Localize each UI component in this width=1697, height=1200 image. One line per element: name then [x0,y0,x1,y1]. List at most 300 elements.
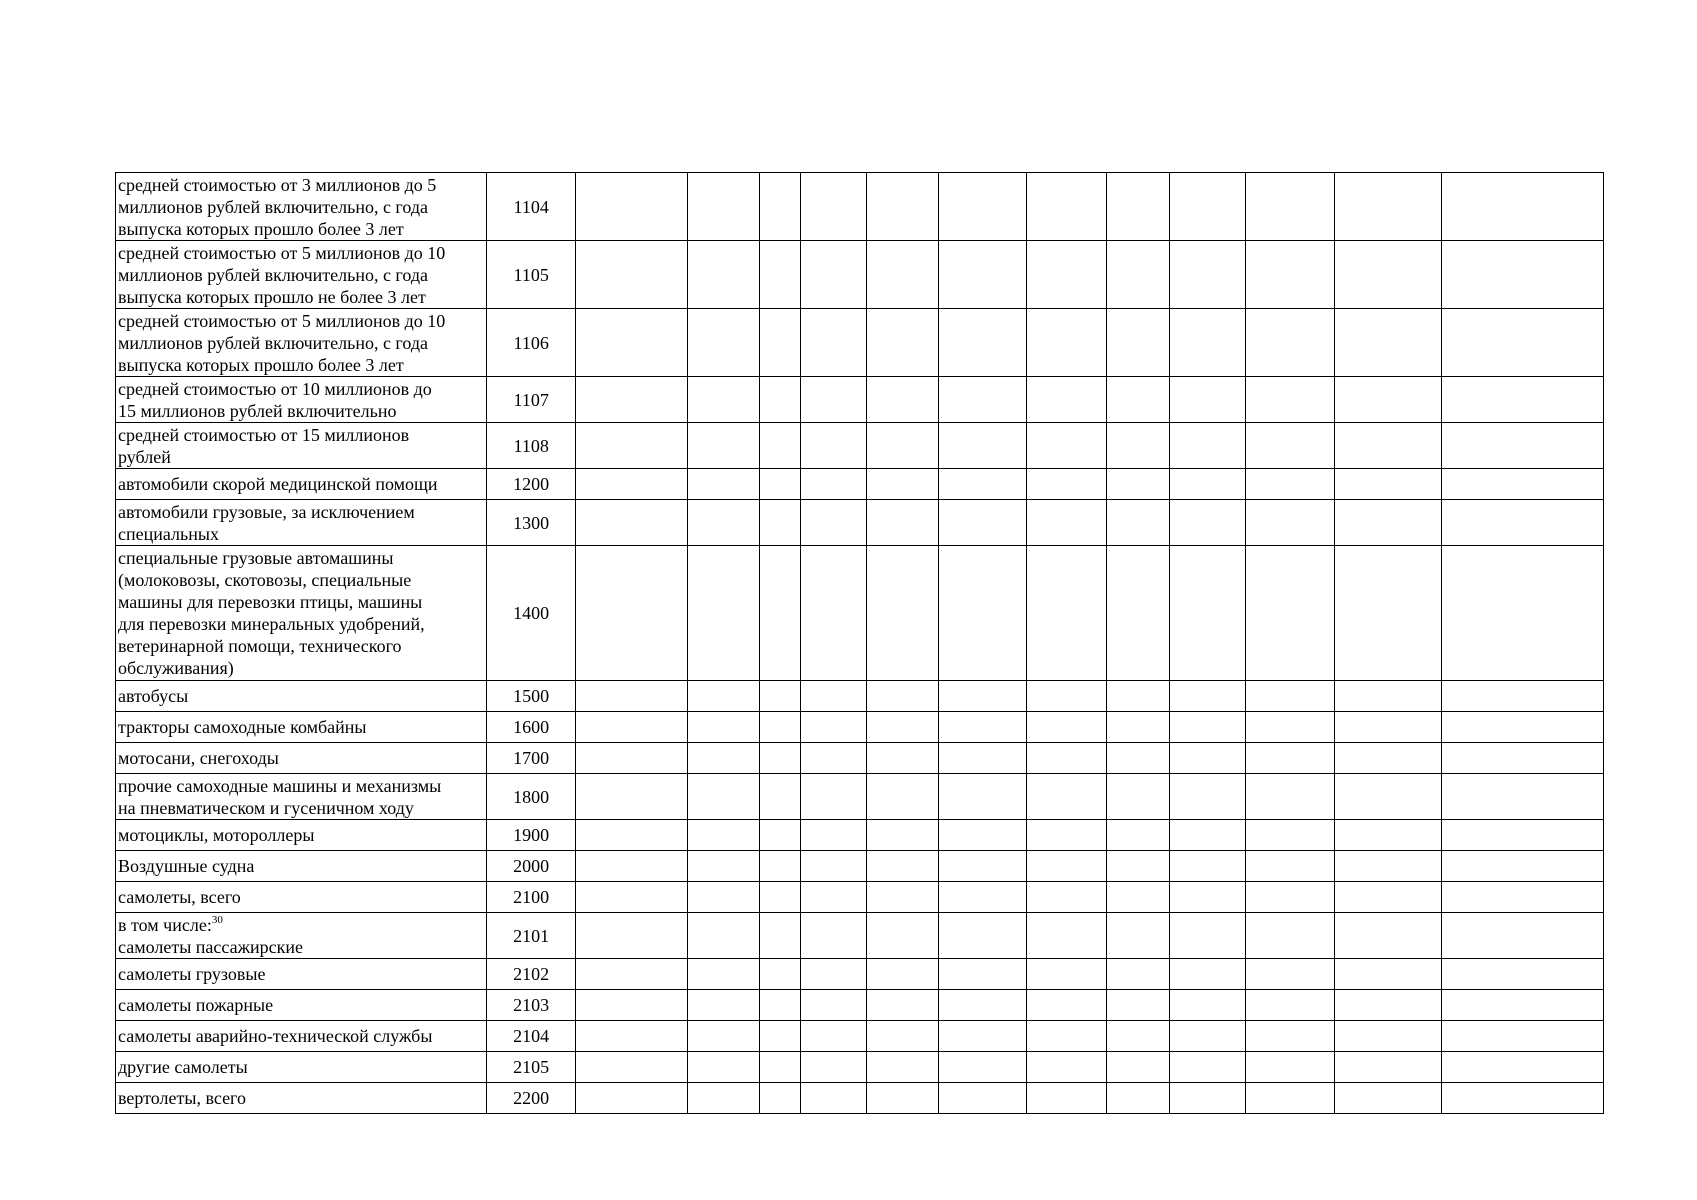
empty-cell[interactable] [1026,500,1106,546]
empty-cell[interactable] [1335,1021,1442,1052]
empty-cell[interactable] [1026,913,1106,959]
empty-cell[interactable] [866,241,938,309]
empty-cell[interactable] [939,743,1027,774]
row-label: автомобили грузовые, за исключением специальных [116,500,487,546]
row-code: 1300 [487,500,576,546]
empty-cell[interactable] [1026,377,1106,423]
empty-cell[interactable] [760,913,800,959]
empty-cell[interactable] [1246,1083,1335,1114]
empty-cell[interactable] [687,241,759,309]
empty-cell[interactable] [866,309,938,377]
empty-cell[interactable] [1246,913,1335,959]
empty-cell[interactable] [1246,546,1335,681]
empty-cell[interactable] [576,990,688,1021]
empty-cell[interactable] [576,423,688,469]
empty-cell[interactable] [1026,1052,1106,1083]
empty-cell[interactable] [866,990,938,1021]
empty-cell[interactable] [576,469,688,500]
row-code: 2100 [487,882,576,913]
empty-cell[interactable] [1335,913,1442,959]
empty-cell[interactable] [939,913,1027,959]
empty-cell[interactable] [866,712,938,743]
row-label-line: в том числе: [118,914,212,935]
empty-cell[interactable] [1441,377,1603,423]
empty-cell[interactable] [1335,882,1442,913]
empty-cell[interactable] [760,377,800,423]
row-code: 1700 [487,743,576,774]
empty-cell[interactable] [1441,774,1603,820]
empty-cell[interactable] [1106,851,1169,882]
row-code: 1107 [487,377,576,423]
empty-cell[interactable] [866,774,938,820]
empty-cell[interactable] [866,681,938,712]
empty-cell[interactable] [576,377,688,423]
empty-cell[interactable] [800,990,866,1021]
empty-cell[interactable] [800,173,866,241]
empty-cell[interactable] [1335,546,1442,681]
empty-cell[interactable] [1026,309,1106,377]
empty-cell[interactable] [1169,1052,1246,1083]
empty-cell[interactable] [1169,1021,1246,1052]
empty-cell[interactable] [1169,712,1246,743]
empty-cell[interactable] [760,851,800,882]
row-label: специальные грузовые автомашины (молоковозы, скотовозы, специальные машины для перевозки птицы, машины для перевозки минеральных удобрений, ветеринарной помощи, технического обслуживания) [116,546,487,681]
empty-cell[interactable] [1169,173,1246,241]
empty-cell[interactable] [1106,173,1169,241]
empty-cell[interactable] [1246,173,1335,241]
empty-cell[interactable] [1169,990,1246,1021]
empty-cell[interactable] [939,959,1027,990]
table-row [116,423,1604,469]
row-code: 1600 [487,712,576,743]
empty-cell[interactable] [760,743,800,774]
empty-cell[interactable] [687,913,759,959]
empty-cell[interactable] [687,990,759,1021]
row-code: 2103 [487,990,576,1021]
empty-cell[interactable] [576,241,688,309]
empty-cell[interactable] [760,469,800,500]
empty-cell[interactable] [1106,990,1169,1021]
empty-cell[interactable] [1441,820,1603,851]
empty-cell[interactable] [800,1052,866,1083]
empty-cell[interactable] [939,851,1027,882]
empty-cell[interactable] [1106,1052,1169,1083]
empty-cell[interactable] [1026,851,1106,882]
empty-cell[interactable] [760,959,800,990]
empty-cell[interactable] [1441,546,1603,681]
empty-cell[interactable] [800,882,866,913]
empty-cell[interactable] [800,774,866,820]
empty-cell[interactable] [1246,990,1335,1021]
empty-cell[interactable] [800,500,866,546]
empty-cell[interactable] [687,712,759,743]
empty-cell[interactable] [1246,851,1335,882]
empty-cell[interactable] [1335,712,1442,743]
empty-cell[interactable] [1441,309,1603,377]
empty-cell[interactable] [687,423,759,469]
empty-cell[interactable] [687,309,759,377]
empty-cell[interactable] [1335,1083,1442,1114]
empty-cell[interactable] [687,500,759,546]
empty-cell[interactable] [939,469,1027,500]
table-row [116,820,1604,851]
empty-cell[interactable] [1026,423,1106,469]
empty-cell[interactable] [760,546,800,681]
empty-cell[interactable] [760,820,800,851]
empty-cell[interactable] [1441,959,1603,990]
empty-cell[interactable] [1246,377,1335,423]
empty-cell[interactable] [800,546,866,681]
empty-cell[interactable] [939,546,1027,681]
row-code: 1900 [487,820,576,851]
empty-cell[interactable] [866,820,938,851]
table-row [116,377,1604,423]
empty-cell[interactable] [939,377,1027,423]
empty-cell[interactable] [1106,546,1169,681]
empty-cell[interactable] [576,500,688,546]
empty-cell[interactable] [800,959,866,990]
empty-cell[interactable] [1106,309,1169,377]
empty-cell[interactable] [1026,959,1106,990]
empty-cell[interactable] [1441,1052,1603,1083]
empty-cell[interactable] [760,173,800,241]
row-label: вертолеты, всего [116,1083,487,1114]
empty-cell[interactable] [866,959,938,990]
table-row [116,1083,1604,1114]
empty-cell[interactable] [800,681,866,712]
empty-cell[interactable] [576,959,688,990]
empty-cell[interactable] [1169,882,1246,913]
empty-cell[interactable] [1441,173,1603,241]
empty-cell[interactable] [1441,423,1603,469]
empty-cell[interactable] [1246,469,1335,500]
empty-cell[interactable] [1169,959,1246,990]
empty-cell[interactable] [939,309,1027,377]
empty-cell[interactable] [939,173,1027,241]
empty-cell[interactable] [1441,681,1603,712]
empty-cell[interactable] [866,546,938,681]
row-label: Воздушные судна [116,851,487,882]
empty-cell[interactable] [939,681,1027,712]
row-label: средней стоимостью от 5 миллионов до 10 миллионов рублей включительно, с года выпуска которых прошло не более 3 лет [116,241,487,309]
empty-cell[interactable] [760,241,800,309]
empty-cell[interactable] [687,774,759,820]
empty-cell[interactable] [1106,774,1169,820]
empty-cell[interactable] [1106,500,1169,546]
empty-cell[interactable] [1441,241,1603,309]
empty-cell[interactable] [1106,377,1169,423]
empty-cell[interactable] [1026,990,1106,1021]
empty-cell[interactable] [760,681,800,712]
empty-cell[interactable] [866,469,938,500]
empty-cell[interactable] [1246,743,1335,774]
empty-cell[interactable] [1026,173,1106,241]
empty-cell[interactable] [1026,743,1106,774]
empty-cell[interactable] [687,1083,759,1114]
empty-cell[interactable] [1106,681,1169,712]
empty-cell[interactable] [1335,851,1442,882]
empty-cell[interactable] [1169,774,1246,820]
empty-cell[interactable] [576,743,688,774]
empty-cell[interactable] [1169,913,1246,959]
vehicle-table [115,172,1604,1114]
empty-cell[interactable] [1441,882,1603,913]
table-row [116,500,1604,546]
empty-cell[interactable] [939,1052,1027,1083]
empty-cell[interactable] [1335,681,1442,712]
empty-cell[interactable] [866,743,938,774]
empty-cell[interactable] [1169,546,1246,681]
empty-cell[interactable] [687,743,759,774]
empty-cell[interactable] [687,820,759,851]
empty-cell[interactable] [1026,1021,1106,1052]
empty-cell[interactable] [1026,681,1106,712]
empty-cell[interactable] [576,712,688,743]
empty-cell[interactable] [866,423,938,469]
empty-cell[interactable] [1441,1021,1603,1052]
empty-cell[interactable] [1106,469,1169,500]
empty-cell[interactable] [800,1083,866,1114]
table-row [116,173,1604,241]
empty-cell[interactable] [576,882,688,913]
table-row [116,241,1604,309]
empty-cell[interactable] [1026,241,1106,309]
empty-cell[interactable] [800,309,866,377]
empty-cell[interactable] [939,1083,1027,1114]
table-row [116,851,1604,882]
empty-cell[interactable] [1106,423,1169,469]
empty-cell[interactable] [1335,309,1442,377]
empty-cell[interactable] [1246,1021,1335,1052]
empty-cell[interactable] [1169,241,1246,309]
empty-cell[interactable] [1441,743,1603,774]
empty-cell[interactable] [1106,959,1169,990]
table-body [116,173,1604,1114]
row-code: 1400 [487,546,576,681]
empty-cell[interactable] [760,309,800,377]
empty-cell[interactable] [1335,990,1442,1021]
empty-cell[interactable] [1246,712,1335,743]
empty-cell[interactable] [866,173,938,241]
empty-cell[interactable] [1441,500,1603,546]
empty-cell[interactable] [800,423,866,469]
empty-cell[interactable] [800,712,866,743]
empty-cell[interactable] [939,882,1027,913]
empty-cell[interactable] [687,1052,759,1083]
empty-cell[interactable] [1441,913,1603,959]
empty-cell[interactable] [576,1083,688,1114]
empty-cell[interactable] [800,377,866,423]
empty-cell[interactable] [1246,241,1335,309]
empty-cell[interactable] [1246,309,1335,377]
empty-cell[interactable] [1246,1052,1335,1083]
empty-cell[interactable] [866,1052,938,1083]
table-row [116,309,1604,377]
empty-cell[interactable] [1335,1052,1442,1083]
empty-cell[interactable] [866,882,938,913]
table-row [116,469,1604,500]
empty-cell[interactable] [1169,309,1246,377]
empty-cell[interactable] [939,990,1027,1021]
empty-cell[interactable] [800,913,866,959]
empty-cell[interactable] [1026,469,1106,500]
empty-cell[interactable] [1441,990,1603,1021]
empty-cell[interactable] [1106,1083,1169,1114]
empty-cell[interactable] [687,851,759,882]
empty-cell[interactable] [1169,1083,1246,1114]
empty-cell[interactable] [687,377,759,423]
empty-cell[interactable] [866,851,938,882]
table-row [116,712,1604,743]
empty-cell[interactable] [1106,1021,1169,1052]
row-label-line: самолеты пассажирские [118,936,304,957]
row-label: другие самолеты [116,1052,487,1083]
empty-cell[interactable] [1441,1083,1603,1114]
empty-cell[interactable] [939,500,1027,546]
empty-cell[interactable] [760,882,800,913]
empty-cell[interactable] [939,1021,1027,1052]
empty-cell[interactable] [800,469,866,500]
empty-cell[interactable] [866,1021,938,1052]
empty-cell[interactable] [1026,546,1106,681]
empty-cell[interactable] [760,423,800,469]
empty-cell[interactable] [800,241,866,309]
row-label: прочие самоходные машины и механизмы на пневматическом и гусеничном ходу [116,774,487,820]
empty-cell[interactable] [1441,469,1603,500]
empty-cell[interactable] [576,681,688,712]
empty-cell[interactable] [1335,959,1442,990]
empty-cell[interactable] [1246,882,1335,913]
empty-cell[interactable] [1169,500,1246,546]
empty-cell[interactable] [576,173,688,241]
empty-cell[interactable] [687,882,759,913]
empty-cell[interactable] [1026,712,1106,743]
empty-cell[interactable] [1169,377,1246,423]
empty-cell[interactable] [576,774,688,820]
empty-cell[interactable] [1246,774,1335,820]
empty-cell[interactable] [1169,820,1246,851]
empty-cell[interactable] [1106,743,1169,774]
empty-cell[interactable] [1106,241,1169,309]
empty-cell[interactable] [1335,774,1442,820]
empty-cell[interactable] [760,1052,800,1083]
footnote-ref: 30 [211,913,223,926]
empty-cell[interactable] [1026,882,1106,913]
empty-cell[interactable] [1026,820,1106,851]
row-code: 2102 [487,959,576,990]
empty-cell[interactable] [687,546,759,681]
empty-cell[interactable] [1335,820,1442,851]
empty-cell[interactable] [760,500,800,546]
empty-cell[interactable] [1246,423,1335,469]
empty-cell[interactable] [1106,820,1169,851]
table-row [116,913,1604,959]
row-label [116,913,487,959]
empty-cell[interactable] [1335,423,1442,469]
row-code: 2104 [487,1021,576,1052]
empty-cell[interactable] [866,1083,938,1114]
empty-cell[interactable] [1246,820,1335,851]
empty-cell[interactable] [866,377,938,423]
empty-cell[interactable] [576,309,688,377]
empty-cell[interactable] [1246,681,1335,712]
empty-cell[interactable] [1335,377,1442,423]
empty-cell[interactable] [687,681,759,712]
empty-cell[interactable] [576,851,688,882]
table-row [116,743,1604,774]
empty-cell[interactable] [1246,500,1335,546]
empty-cell[interactable] [1335,173,1442,241]
empty-cell[interactable] [800,1021,866,1052]
empty-cell[interactable] [1335,241,1442,309]
empty-cell[interactable] [866,500,938,546]
empty-cell[interactable] [760,712,800,743]
row-label: автомобили скорой медицинской помощи [116,469,487,500]
empty-cell[interactable] [939,820,1027,851]
empty-cell[interactable] [687,959,759,990]
empty-cell[interactable] [576,1021,688,1052]
table-row [116,1021,1604,1052]
empty-cell[interactable] [1441,851,1603,882]
row-code: 1800 [487,774,576,820]
empty-cell[interactable] [1106,913,1169,959]
empty-cell[interactable] [866,913,938,959]
empty-cell[interactable] [1026,1083,1106,1114]
empty-cell[interactable] [576,913,688,959]
empty-cell[interactable] [1026,774,1106,820]
empty-cell[interactable] [939,241,1027,309]
empty-cell[interactable] [760,1021,800,1052]
empty-cell[interactable] [939,774,1027,820]
empty-cell[interactable] [1335,500,1442,546]
empty-cell[interactable] [1169,681,1246,712]
empty-cell[interactable] [1335,469,1442,500]
empty-cell[interactable] [760,1083,800,1114]
row-label: средней стоимостью от 3 миллионов до 5 миллионов рублей включительно, с года выпуска которых прошло более 3 лет [116,173,487,241]
row-code: 1105 [487,241,576,309]
empty-cell[interactable] [1169,423,1246,469]
empty-cell[interactable] [1169,469,1246,500]
empty-cell[interactable] [760,990,800,1021]
empty-cell[interactable] [576,820,688,851]
empty-cell[interactable] [1441,712,1603,743]
empty-cell[interactable] [576,546,688,681]
empty-cell[interactable] [800,851,866,882]
empty-cell[interactable] [687,173,759,241]
empty-cell[interactable] [939,423,1027,469]
row-label: самолеты пожарные [116,990,487,1021]
empty-cell[interactable] [800,743,866,774]
table-row [116,959,1604,990]
empty-cell[interactable] [687,469,759,500]
empty-cell[interactable] [687,1021,759,1052]
empty-cell[interactable] [1106,712,1169,743]
empty-cell[interactable] [1246,959,1335,990]
table-row [116,1052,1604,1083]
row-label: автобусы [116,681,487,712]
empty-cell[interactable] [576,1052,688,1083]
row-label: самолеты, всего [116,882,487,913]
empty-cell[interactable] [760,774,800,820]
empty-cell[interactable] [800,820,866,851]
empty-cell[interactable] [939,712,1027,743]
empty-cell[interactable] [1106,882,1169,913]
row-label: мотосани, снегоходы [116,743,487,774]
empty-cell[interactable] [1169,743,1246,774]
empty-cell[interactable] [1335,743,1442,774]
row-label: самолеты грузовые [116,959,487,990]
empty-cell[interactable] [1169,851,1246,882]
